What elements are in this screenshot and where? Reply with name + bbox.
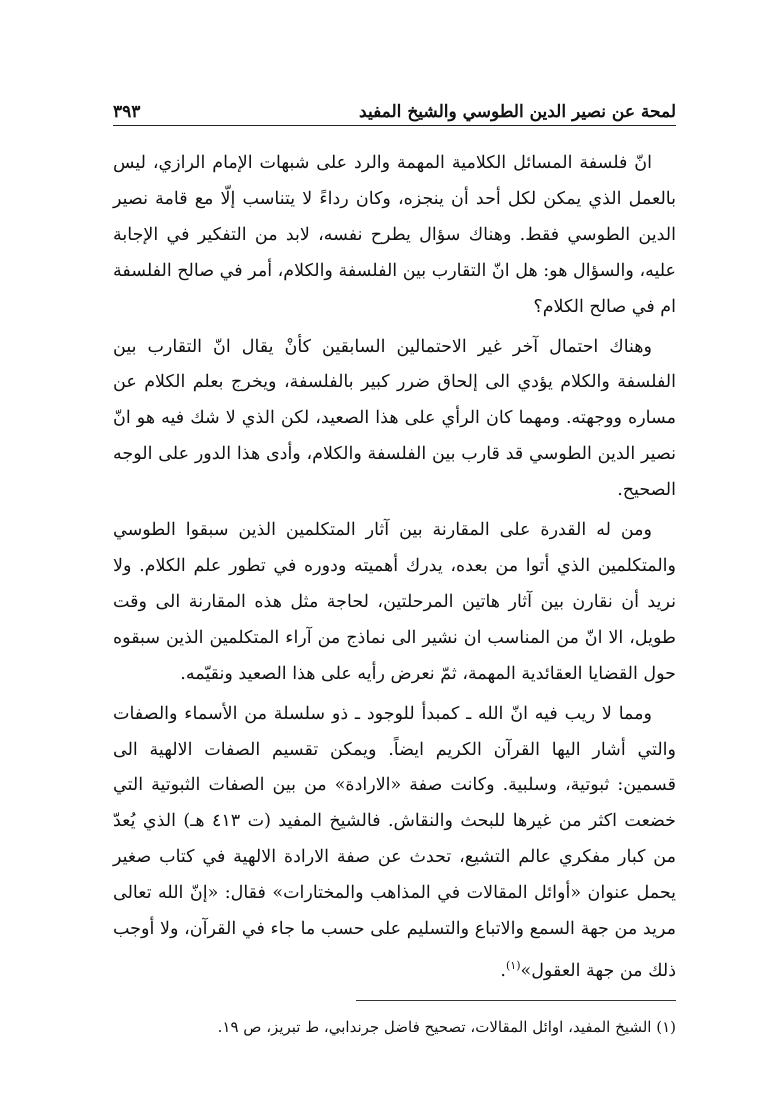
paragraph-4-end: .	[500, 960, 506, 981]
paragraph-2: وهناك احتمال آخر غير الاحتمالين السابقين كأنْ يقال انّ التقارب بين الفلسفة والكلام يؤدي الى إلحاق ضرر كبير بالفلسفة، ويخرج بعلم الكلام عن مساره ووجهته. ومهما كان الرأي على هذا الصعيد، لكن الذي لا شك فيه هو انّ نصير الدين الطوسي قد قارب بين الفلسفة والكلام، وأدى هذا الدور على الوجه الصحيح.	[113, 336, 676, 501]
running-title: لمحة عن نصير الدين الطوسي والشيخ المفيد	[359, 102, 676, 122]
footnote: (١) الشيخ المفيد، اوائل المقالات، تصحيح فاضل جرندابي، ط تبريز، ص ١٩.	[217, 1018, 676, 1036]
header-rule	[113, 125, 676, 126]
footnote-rule	[356, 1000, 676, 1001]
footnote-reference[interactable]: (١)	[506, 958, 521, 972]
body-text	[113, 146, 676, 994]
paragraph-3: ومن له القدرة على المقارنة بين آثار المتكلمين الذين سبقوا الطوسي والمتكلمين الذي أتوا من بعده، يدرك أهميته ودوره في تطور علم الكلام. ولا نريد أن نقارن بين آثار هاتين المرحلتين، لحاجة مثل هذه المقارنة الى وقت طويل، الا انّ من المناسب ان نشير الى نماذج من آراء المتكلمين الذين سبقوه حول القضايا العقائدية المهمة، ثمّ نعرض رأيه على هذا الصعيد ونقيّمه.	[113, 520, 676, 684]
paragraph-4	[113, 697, 676, 990]
paragraph-1: انّ فلسفة المسائل الكلامية المهمة والرد على شبهات الإمام الرازي، ليس بالعمل الذي يمكن لكل أحد أن ينجزه، وكان رداءً لا يتناسب إلّا مع قامة نصير الدين الطوسي فقط. وهناك سؤال يطرح نفسه، لابد من التفكير في الإجابة عليه، والسؤال هو: هل انّ التقارب بين الفلسفة والكلام، أمر في صالح الفلسفة ام في صالح الكلام؟	[113, 153, 676, 317]
paragraph-4-text: ومما لا ريب فيه انّ الله ـ كمبدأ للوجود ـ ذو سلسلة من الأسماء والصفات والتي أشار اليها القرآن الكريم ايضاً. ويمكن تقسيم الصفات الالهية الى قسمين: ثبوتية، وسلبية. وكانت صفة «الارادة» من بين الصفات الثبوتية التي خضعت اكثر من غيرها للبحث والنقاش. فالشيخ المفيد (ت ٤١٣ هـ) الذي يُعدّ من كبار مفكري عالم التشيع، تحدث عن صفة الارادة الالهية في كتاب صغير يحمل عنوان «أوائل المقالات في المذاهب والمختارات» فقال: «إنّ الله تعالى مريد من جهة السمع والاتباع والتسليم على حسب ما جاء في القرآن، ولا أوجب ذلك من جهة العقول»	[113, 703, 677, 981]
running-header	[113, 92, 676, 122]
page-number: ٣٩٣	[113, 102, 141, 122]
